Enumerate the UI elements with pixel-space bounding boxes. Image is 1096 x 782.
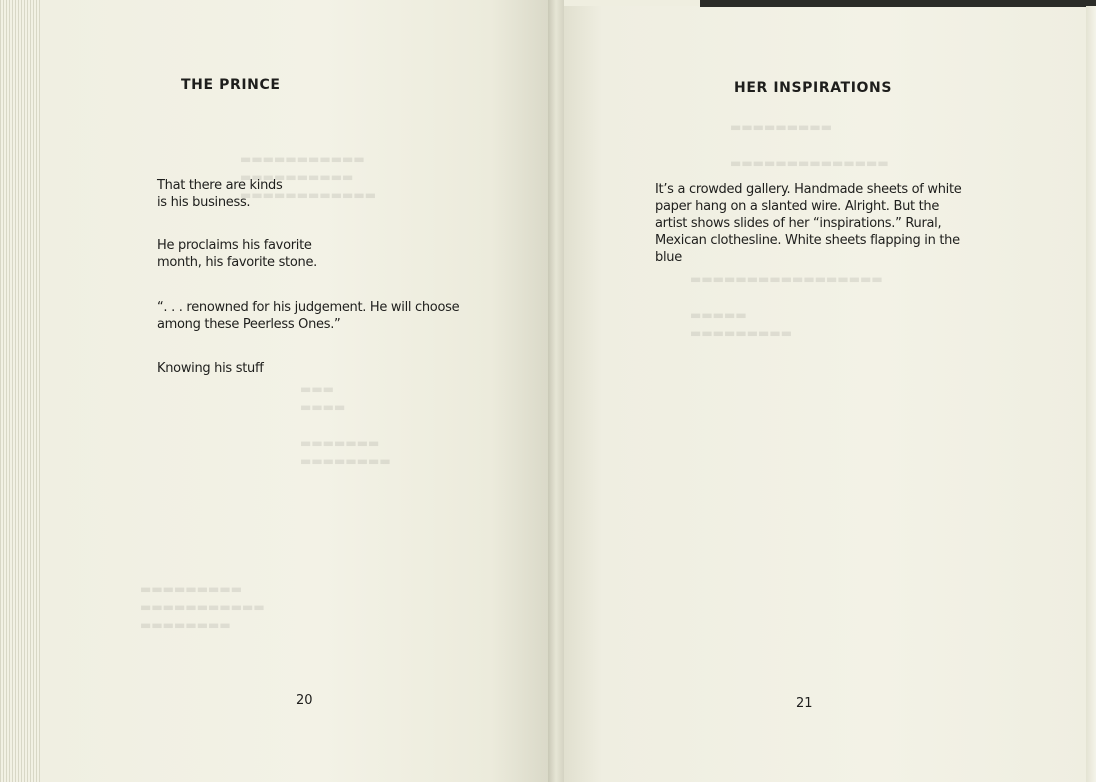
cover-edge: [700, 0, 1096, 7]
page-edges: [0, 0, 40, 782]
right-page-heading: HER INSPIRATIONS: [734, 80, 893, 96]
left-paragraph-3: “. . . renowned for his judgement. He will choose among these Peerless Ones.”: [157, 300, 460, 332]
right-page-number: 21: [796, 696, 813, 711]
show-through: ▬▬▬▬▬▬▬▬▬ ▬▬▬▬▬▬▬▬▬▬▬▬▬▬: [730, 120, 889, 170]
left-page-number: 20: [296, 693, 313, 708]
right-page-edge: [1086, 6, 1096, 782]
show-through: ▬▬▬▬▬▬▬▬▬▬▬ ▬▬▬▬▬▬▬▬▬▬ ▬▬▬▬▬▬▬▬▬▬▬▬: [240, 152, 377, 202]
left-paragraph-2: He proclaims his favorite month, his favorite stone.: [157, 238, 317, 270]
left-page: [40, 0, 552, 782]
left-paragraph-1: That there are kinds is his business.: [157, 178, 283, 210]
left-page-heading: THE PRINCE: [181, 77, 281, 93]
right-paragraph: It’s a crowded gallery. Handmade sheets of white paper hang on a slanted wire. Alright. But the artist shows slides of her “inspirations.” Rural, Mexican clothesline. White sheets flapping in the blue: [655, 182, 962, 265]
book-gutter: [548, 0, 564, 782]
show-through: ▬▬▬▬▬▬▬▬▬▬▬▬▬▬▬▬▬ ▬▬▬▬▬ ▬▬▬▬▬▬▬▬▬: [690, 272, 883, 340]
show-through: ▬▬▬ ▬▬▬▬ ▬▬▬▬▬▬▬ ▬▬▬▬▬▬▬▬: [300, 382, 391, 468]
left-paragraph-4: Knowing his stuff: [157, 361, 264, 376]
show-through: ▬▬▬▬▬▬▬▬▬ ▬▬▬▬▬▬▬▬▬▬▬ ▬▬▬▬▬▬▬▬: [140, 582, 265, 632]
